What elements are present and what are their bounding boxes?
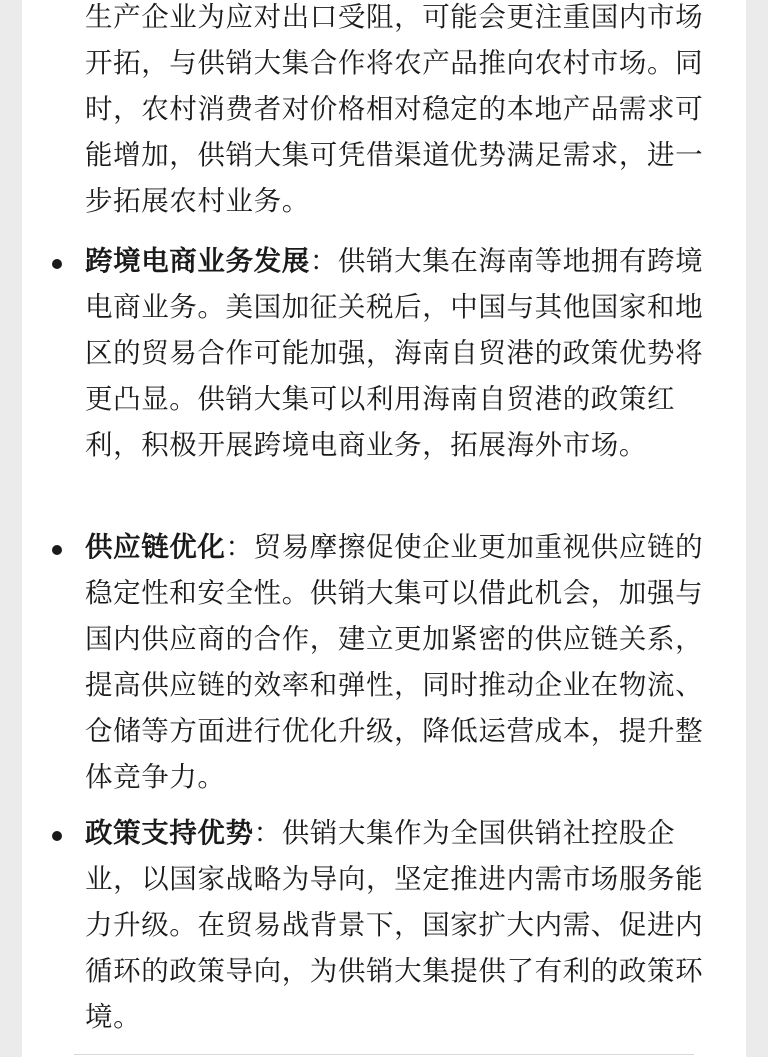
bottom-divider <box>74 1054 694 1055</box>
bullet-dot <box>52 545 62 555</box>
bullet-dot <box>52 259 62 269</box>
list-item-policy <box>85 810 725 1040</box>
item-separator: ： <box>225 531 254 563</box>
intro-paragraph: 生产企业为应对出口受阻，可能会更注重国内市场开拓，与供销大集合作将农产品推向农村市场。同时，农村消费者对价格相对稳定的本地产品需求可能增加，供销大集可凭借渠道优势满足需求，进一步拓展农村业务。 <box>85 1 704 217</box>
item-term: 供应链优化 <box>85 531 226 563</box>
content-card <box>22 0 746 1057</box>
bullet-dot <box>52 831 62 841</box>
item-text: 贸易摩擦促使企业更加重视供应链的稳定性和安全性。供销大集可以借此机会，加强与国内供应商的合作，建立更加紧密的供应链关系，提高供应链的效率和弹性，同时推动企业在物流、仓储等方面进行优化升级，降低运营成本，提升整体竞争力。 <box>85 531 704 793</box>
item-separator: ： <box>253 817 282 849</box>
item-text: 供销大集在海南等地拥有跨境电商业务。美国加征关税后，中国与其他国家和地区的贸易合作可能加强，海南自贸港的政策优势将更凸显。供销大集可以利用海南自贸港的政策红利，积极开展跨境电商业务，拓展海外市场。 <box>85 245 704 461</box>
item-separator: ： <box>309 245 338 277</box>
item-term: 跨境电商业务发展 <box>85 245 310 277</box>
item-text: 供销大集作为全国供销社控股企业，以国家战略为导向，坚定推进内需市场服务能力升级。在贸易战背景下，国家扩大内需、促进内循环的政策导向，为供销大集提供了有利的政策环境。 <box>85 817 704 1033</box>
list-item-supply-chain <box>85 524 725 800</box>
item-term: 政策支持优势 <box>85 817 254 849</box>
list-item-cross-border <box>85 238 725 468</box>
